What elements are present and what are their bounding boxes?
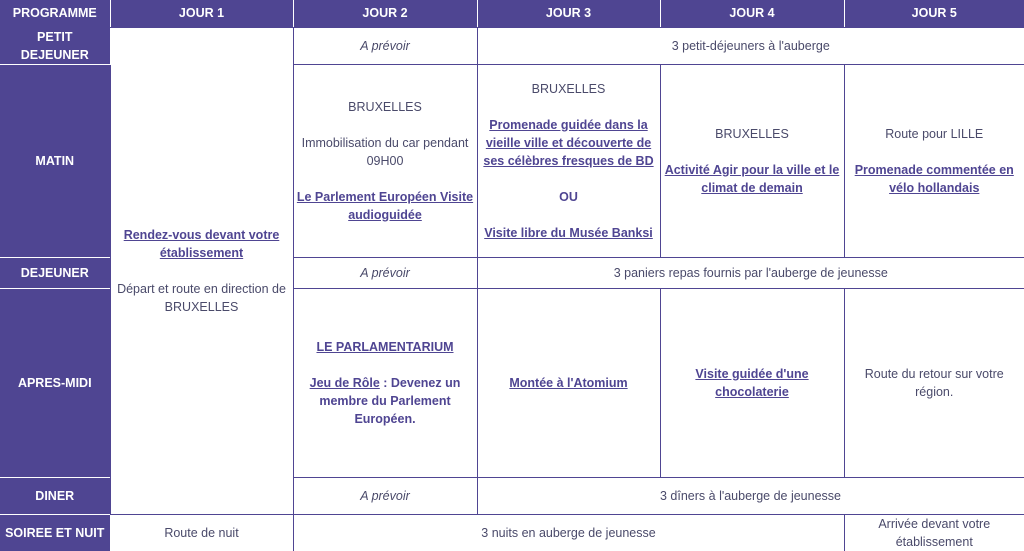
rendez-vous-link[interactable]: Rendez-vous devant votre établissement bbox=[123, 227, 280, 260]
musee-banksi-link[interactable]: Visite libre du Musée Banksi bbox=[484, 225, 653, 240]
cell-jour1-daytime bbox=[110, 27, 293, 514]
jeu-de-role-desc: : Devenez un membre du Parlement Européen. bbox=[319, 375, 461, 426]
cell-soir-jour5: Arrivée devant votre établissement bbox=[844, 514, 1024, 551]
atomium-link[interactable]: Montée à l'Atomium bbox=[509, 375, 628, 390]
cell-am-jour2 bbox=[293, 288, 477, 477]
depart-text: Départ et route en direction de BRUXELLES bbox=[117, 281, 286, 314]
cell-soir-jour1: Route de nuit bbox=[110, 514, 293, 551]
ou-label: OU bbox=[559, 189, 578, 204]
jeu-de-role-text bbox=[297, 374, 474, 428]
activite-link[interactable]: Activité Agir pour la ville et le climat de demain bbox=[664, 162, 840, 195]
cell-dej-jour345: 3 paniers repas fournis par l'auberge de jeunesse bbox=[477, 257, 1024, 288]
cell-diner-jour1: A prévoir bbox=[293, 477, 477, 514]
immobilisation-text: Immobilisation du car pendant 09H00 bbox=[301, 135, 469, 168]
row-matin: MATIN bbox=[0, 64, 110, 257]
header-jour-3: JOUR 3 bbox=[477, 0, 660, 27]
header-jour-5: JOUR 5 bbox=[844, 0, 1024, 27]
header-jour-1: JOUR 1 bbox=[110, 0, 293, 27]
parlamentarium-link[interactable]: LE PARLAMENTARIUM bbox=[316, 339, 454, 354]
cell-pd-jour2: A prévoir bbox=[293, 27, 477, 64]
city-label: BRUXELLES bbox=[715, 126, 789, 141]
city-label: BRUXELLES bbox=[531, 81, 606, 96]
cell-matin-jour4 bbox=[660, 64, 844, 257]
header-jour-4: JOUR 4 bbox=[660, 0, 844, 27]
cell-am-jour3 bbox=[477, 288, 660, 477]
row-diner: DINER bbox=[0, 477, 110, 514]
header-programme: PROGRAMME bbox=[0, 0, 110, 27]
cell-matin-jour2 bbox=[293, 64, 477, 257]
jeu-de-role-link[interactable]: Jeu de Rôle bbox=[309, 375, 380, 390]
cell-am-jour5: Route du retour sur votre région. bbox=[844, 288, 1024, 477]
row-apres-midi: APRES-MIDI bbox=[0, 288, 110, 477]
cell-soir-jour234: 3 nuits en auberge de jeunesse bbox=[293, 514, 844, 551]
header-jour-2: JOUR 2 bbox=[293, 0, 477, 27]
chocolaterie-link[interactable]: Visite guidée d'une chocolaterie bbox=[695, 366, 809, 399]
cell-pd-jour345: 3 petit-déjeuners à l'auberge bbox=[477, 27, 1024, 64]
row-dejeuner: DEJEUNER bbox=[0, 257, 110, 288]
row-soiree: SOIREE ET NUIT bbox=[0, 514, 110, 551]
row-petit-dejeuner: PETIT DEJEUNER bbox=[0, 27, 110, 64]
cell-matin-jour5 bbox=[844, 64, 1024, 257]
cell-am-jour4 bbox=[660, 288, 844, 477]
cell-matin-jour3 bbox=[477, 64, 660, 257]
cell-diner-jour234: 3 dîners à l'auberge de jeunesse bbox=[477, 477, 1024, 514]
city-label: BRUXELLES bbox=[348, 99, 422, 114]
promenade-velo-link[interactable]: Promenade commentée en vélo hollandais bbox=[854, 162, 1014, 195]
route-lille-text: Route pour LILLE bbox=[885, 126, 984, 141]
promenade-guidee-link[interactable]: Promenade guidée dans la vieille ville et découverte de ses célèbres fresques de BD bbox=[483, 117, 654, 168]
parlement-link[interactable]: Le Parlement Européen Visite audioguidée bbox=[296, 189, 474, 222]
cell-dej-jour2: A prévoir bbox=[293, 257, 477, 288]
